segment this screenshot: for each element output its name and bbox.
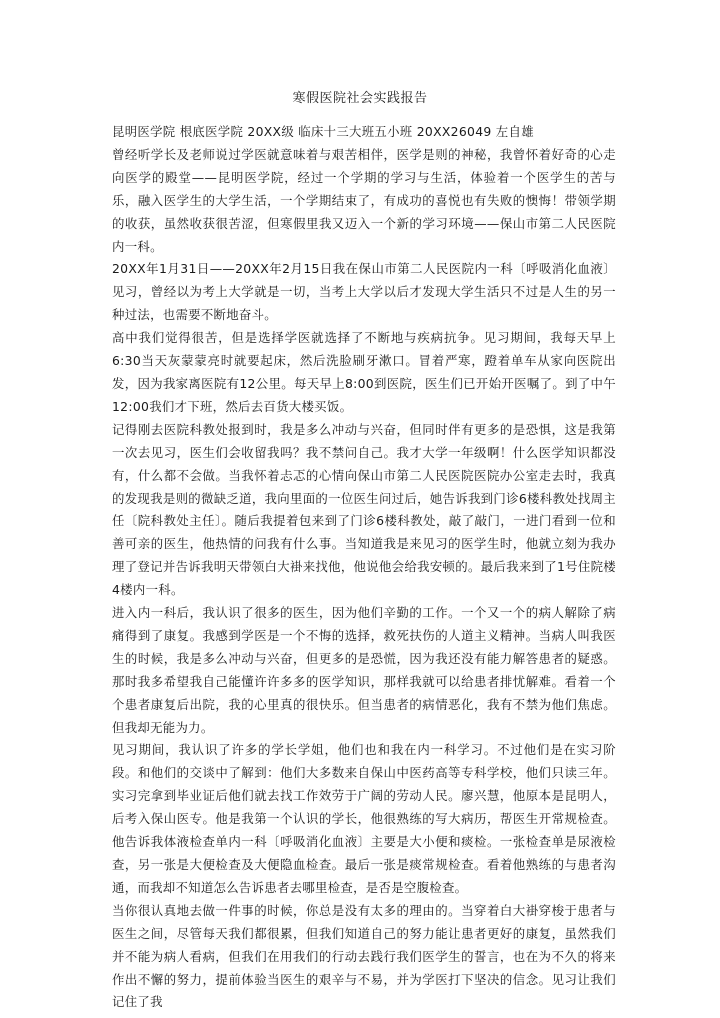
paragraph-2: 20XX年1月31日——20XX年2月15日我在保山市第二人民医院内一科〔呼吸消化血液〕见习，曾经以为考上大学就是一切，当考上大学以后才发现大学生活只不过是人生的另一种过法，也需要不断地奋斗。: [112, 261, 616, 323]
author-line: 昆明医学院 根底医学院 20XX级 临床十三大班五小班 20XX26049 左自雄: [112, 124, 534, 139]
paragraph-3: 高中我们觉得很苦，但是选择学医就选择了不断地与疾病抗争。见习期间，我每天早上6:30当天灰蒙蒙亮时就要起床，然后洗脸刷牙漱口。冒着严寒，蹬着单车从家向医院出发，因为我家离医院有12公里。每天早上8:00到医院，医生们已开始开医嘱了。到了中午12:00我们才下班，然后去百货大楼买饭。: [112, 330, 616, 414]
paragraph-6: 见习期间，我认识了许多的学长学姐，他们也和我在内一科学习。不过他们是在实习阶段。和他们的交谈中了解到：他们大多数来自保山中医药高等专科学校，他们只读三年。实习完拿到毕业证后他们就去找工作效劳于广阔的劳动人民。廖兴慧，他原本是昆明人，后考入保山医专。他是我第一个认识的学长，他很熟练的写大病历，帮医生开常规检查。他告诉我体液检查单内一科〔呼吸消化血液〕主要是大小便和痰检。一张检查单是尿液检查，另一张是大便检查及大便隐血检查。最后一张是痰常规检查。看着他熟练的与患者沟通，而我却不知道怎么告诉患者去哪里检查，是否是空腹检查。: [112, 742, 616, 895]
document-title: 寒假医院社会实践报告: [292, 91, 428, 106]
paragraph-4: 记得刚去医院科教处报到时，我是多么冲动与兴奋，但同时伴有更多的是恐惧，这是我第一次去见习，医生们会收留我吗？我不禁问自己。我才大学一年级啊！什么医学知识都没有，什么都不会做。当我怀着忐忑的心情向保山市第二人民医院医院办公室走去时，我真的发现我是则的微缺乏道，我向里面的一位医生问过后，她告诉我到门诊6楼科教处找周主任〔院科教处主任〕。随后我提着包来到了门诊6楼科教处，敲了敲门，一进门看到一位和善可亲的医生，他热情的问我有什么事。当知道我是来见习的医学生时，他就立刻为我办理了登记并告诉我明天带领白大褂来找他，他说他会给我安顿的。最后我来到了1号住院楼4楼内一科。: [112, 421, 616, 598]
paragraph-1: 曾经听学长及老师说过学医就意味着与艰苦相伴，医学是则的神秘，我曾怀着好奇的心走向医学的殿堂——昆明医学院，经过一个学期的学习与生活，体验着一个医学生的苦与乐，融入医学生的大学生活，一个学期结束了，有成功的喜悦也有失败的懊悔！带领学期的收获，虽然收获很苦涩，但寒假里我又迈入一个新的学习环境——保山市第二人民医院内一科。: [112, 146, 616, 254]
paragraph-7: 当你很认真地去做一件事的时候，你总是没有太多的理由的。当穿着白大褂穿梭于患者与医生之间，尽管每天我们都很累，但我们知道自己的努力能让患者更好的康复，虽然我们并不能为病人看病，但我们在用我们的行动去践行我们医学生的誓言，也在为不久的将来作出不懈的努力，提前体验当医生的艰辛与不易，并为学医打下坚决的信念。见习让我们记住了我: [112, 902, 616, 1010]
document-body: [112, 121, 616, 1014]
paragraph-5: 进入内一科后，我认识了很多的医生，因为他们辛勤的工作。一个又一个的病人解除了病痛得到了康复。我感到学医是一个不悔的选择，救死扶伤的人道主义精神。当病人叫我医生的时候，我是多么冲动与兴奋，但更多的是恐慌，因为我还没有能力解答患者的疑惑。那时我多希望我自己能懂许许多多的医学知识，那样我就可以给患者排忧解难。看着一个个患者康复后出院，我的心里真的很快乐。但当患者的病情恶化，我有不禁为他们焦虑。但我却无能为力。: [112, 605, 616, 735]
